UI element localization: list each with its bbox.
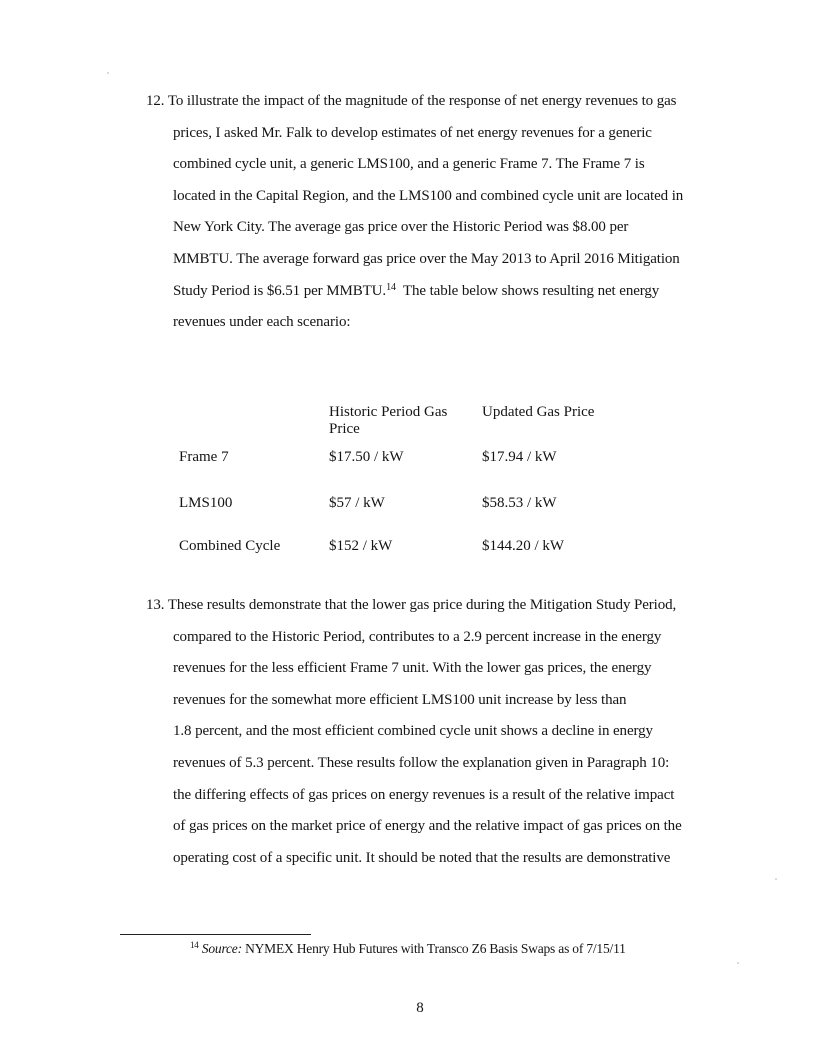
paragraph-line: 13. These results demonstrate that the lower gas price during the Mitigation Study Period, — [146, 597, 677, 613]
paragraph-line: located in the Capital Region, and the LMS100 and combined cycle unit are located in — [173, 187, 684, 204]
paragraph-12 — [146, 86, 683, 339]
table-row-label: Combined Cycle — [179, 538, 281, 554]
paragraph-line: revenues of 5.3 percent. These results follow the explanation given in Paragraph 10: — [173, 754, 670, 771]
paragraph-line: combined cycle unit, a generic LMS100, and a generic Frame 7. The Frame 7 is — [173, 156, 645, 173]
paragraph-line: revenues under each scenario: — [173, 314, 351, 331]
footnote-reference: 14 — [386, 281, 396, 293]
table-cell-updated: $58.53 / kW — [482, 495, 557, 511]
footnote — [190, 941, 626, 957]
scan-speck — [775, 878, 777, 880]
page-number: 8 — [416, 1000, 424, 1016]
paragraph-13 — [146, 590, 682, 874]
table-row-label: Frame 7 — [179, 449, 229, 465]
paragraph-line: New York City. The average gas price over the Historic Period was $8.00 per — [173, 219, 629, 236]
footnote-number: 14 — [190, 940, 199, 950]
paragraph-line: prices, I asked Mr. Falk to develop estimates of net energy revenues for a generic — [173, 124, 652, 141]
table-cell-historic: $57 / kW — [329, 495, 385, 511]
paragraph-text: The table below shows resulting net energy — [395, 282, 660, 299]
footnote-divider — [120, 934, 311, 935]
scan-speck — [107, 72, 109, 74]
table-cell-historic: $152 / kW — [329, 538, 393, 554]
table-cell-updated: $17.94 / kW — [482, 449, 557, 465]
column-header-updated: Updated Gas Price — [482, 404, 595, 420]
table-row-label: LMS100 — [179, 495, 233, 511]
paragraph-line: revenues for the less efficient Frame 7 unit. With the lower gas prices, the energy — [173, 660, 652, 677]
paragraph-text: Study Period is $6.51 per MMBTU. — [173, 282, 387, 299]
paragraph-line: of gas prices on the market price of energy and the relative impact of gas prices on the — [173, 818, 682, 835]
table-cell-updated: $144.20 / kW — [482, 538, 565, 554]
column-header-historic-cont: Price — [329, 421, 360, 437]
table-cell-historic: $17.50 / kW — [329, 449, 404, 465]
scan-speck — [737, 962, 739, 964]
paragraph-line: 1.8 percent, and the most efficient combined cycle unit shows a decline in energy — [173, 723, 653, 740]
paragraph-line: the differing effects of gas prices on energy revenues is a result of the relative impact — [173, 786, 675, 803]
footnote-text: NYMEX Henry Hub Futures with Transco Z6 Basis Swaps as of 7/15/11 — [241, 941, 626, 956]
column-header-historic: Historic Period Gas — [329, 404, 448, 420]
footnote-label: Source: — [201, 941, 242, 956]
paragraph-line: compared to the Historic Period, contributes to a 2.9 percent increase in the energy — [173, 628, 662, 645]
paragraph-line: revenues for the somewhat more efficient LMS100 unit increase by less than — [173, 691, 627, 708]
paragraph-line: operating cost of a specific unit. It should be noted that the results are demonstrative — [173, 849, 671, 866]
paragraph-line: MMBTU. The average forward gas price over the May 2013 to April 2016 Mitigation — [173, 250, 680, 267]
paragraph-line: 12. To illustrate the impact of the magnitude of the response of net energy revenues to gas — [146, 93, 677, 109]
paragraph-line — [146, 276, 683, 308]
